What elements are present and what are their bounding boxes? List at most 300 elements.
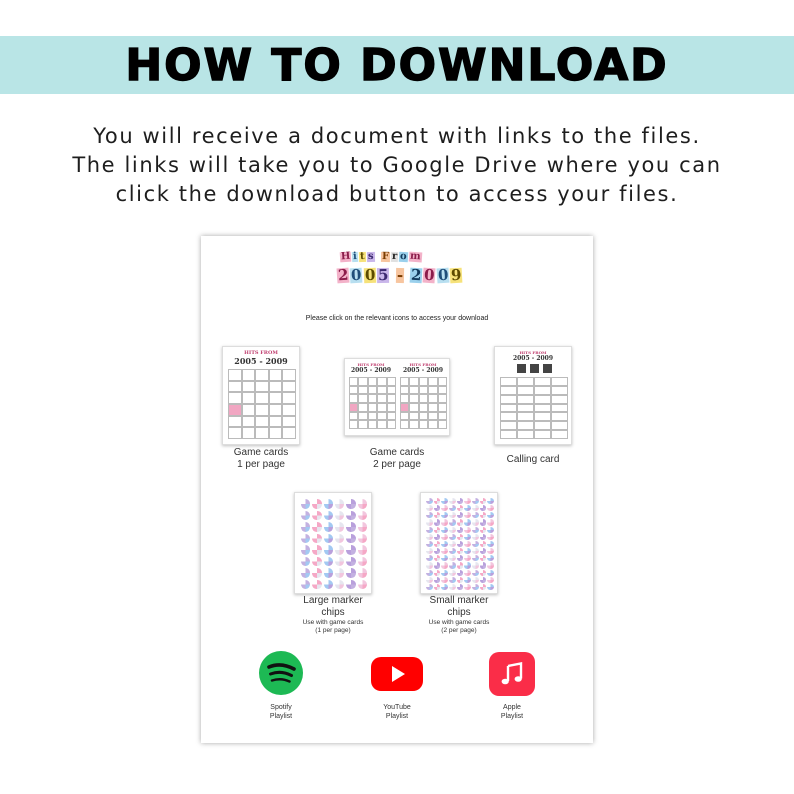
collage-letter: 0	[350, 265, 363, 285]
marker-chip	[335, 545, 344, 555]
grid-cell	[500, 386, 517, 395]
grid-cell	[409, 403, 418, 412]
marker-chip	[472, 519, 479, 525]
marker-chip	[457, 577, 464, 583]
marker-chip	[472, 584, 479, 590]
youtube-icon	[387, 664, 407, 684]
collage-letter: 0	[423, 265, 436, 285]
marker-chip	[449, 577, 456, 583]
marker-chip	[464, 527, 471, 533]
grid-cell	[428, 386, 437, 395]
marker-chip	[464, 505, 471, 511]
grid-cell	[409, 420, 418, 429]
marker-chip	[441, 505, 448, 511]
marker-chip	[464, 519, 471, 525]
marker-chip	[480, 541, 487, 547]
marker-chip	[449, 527, 456, 533]
marker-chip	[335, 499, 344, 509]
grid-cell	[534, 377, 551, 386]
marker-chip	[457, 534, 464, 540]
marker-chip	[441, 570, 448, 576]
grid-cell	[228, 416, 242, 428]
grid-cell	[500, 412, 517, 421]
marker-chip	[464, 534, 471, 540]
game-cards-2-per-page-label: Game cards 2 per page	[369, 447, 425, 470]
download-instructions	[30, 122, 764, 209]
grid-cell	[534, 430, 551, 439]
grid-cell	[282, 404, 296, 416]
grid-cell	[534, 421, 551, 430]
grid-cell	[228, 427, 242, 439]
spotify-playlist-label: Spotify Playlist	[269, 704, 293, 720]
game-cards-2-per-page-link[interactable]: HITS FROM 2005 - 2009 HITS FROM 2005 - 2009	[344, 358, 450, 436]
grid-cell	[428, 403, 437, 412]
collage-letter: H	[340, 250, 351, 263]
apple-music-playlist-link[interactable]	[489, 652, 535, 696]
marker-chip	[457, 570, 464, 576]
marker-chip	[312, 557, 321, 567]
marker-chip	[441, 584, 448, 590]
collage-letter: 0	[437, 265, 449, 285]
grid-cell	[551, 395, 568, 404]
grid-cell	[534, 395, 551, 404]
grid-cell	[269, 369, 283, 381]
marker-chip	[324, 499, 333, 509]
youtube-playlist-link[interactable]	[371, 657, 423, 691]
collage-letter	[391, 268, 395, 283]
grid-cell	[358, 403, 367, 412]
marker-chip	[426, 519, 433, 525]
marker-chip	[472, 541, 479, 547]
marker-chip	[449, 541, 456, 547]
marker-chip	[426, 498, 433, 504]
marker-chip	[457, 505, 464, 511]
grid-cell	[438, 377, 447, 386]
marker-chip	[487, 512, 494, 518]
grid-cell	[428, 377, 437, 386]
grid-cell	[349, 412, 358, 421]
grid-cell	[269, 392, 283, 404]
grid-cell	[534, 412, 551, 421]
marker-chip	[449, 534, 456, 540]
marker-chip	[449, 584, 456, 590]
small-marker-chips-link[interactable]	[420, 492, 498, 594]
marker-chip	[464, 555, 471, 561]
marker-chip	[441, 512, 448, 518]
apple-music-icon	[498, 660, 526, 688]
marker-chip	[324, 534, 333, 544]
grid-cell	[242, 427, 256, 439]
grid-cell	[387, 412, 396, 421]
marker-chip	[480, 555, 487, 561]
grid-cell	[282, 416, 296, 428]
grid-cell	[349, 394, 358, 403]
marker-chip	[434, 570, 441, 576]
marker-chip	[472, 512, 479, 518]
instruction-line: click the download button to access your files.	[115, 182, 679, 206]
grid-cell	[400, 403, 409, 412]
grid-cell	[387, 386, 396, 395]
marker-chip	[449, 555, 456, 561]
marker-chip	[312, 511, 321, 521]
marker-chip	[457, 512, 464, 518]
marker-chip	[464, 584, 471, 590]
marker-chip	[480, 570, 487, 576]
marker-chip	[487, 577, 494, 583]
marker-chip	[472, 555, 479, 561]
marker-chip	[434, 498, 441, 504]
marker-chip	[472, 570, 479, 576]
grid-cell	[282, 369, 296, 381]
grid-cell	[500, 395, 517, 404]
marker-chip	[457, 527, 464, 533]
marker-chip	[434, 527, 441, 533]
apple-music-playlist-label: Apple Playlist	[500, 704, 524, 720]
marker-chip	[449, 570, 456, 576]
marker-chip	[312, 499, 321, 509]
marker-chip	[346, 568, 355, 578]
grid-cell	[377, 377, 386, 386]
marker-chip	[457, 519, 464, 525]
marker-chip	[472, 527, 479, 533]
grid-cell	[368, 403, 377, 412]
grid-cell	[242, 381, 256, 393]
marker-chip	[487, 519, 494, 525]
grid-cell	[387, 403, 396, 412]
marker-chip	[464, 541, 471, 547]
grid-cell	[269, 416, 283, 428]
collage-letter: t	[360, 250, 366, 263]
marker-chip	[457, 555, 464, 561]
grid-cell	[242, 404, 256, 416]
marker-chip	[358, 499, 367, 509]
marker-chip	[449, 512, 456, 518]
youtube-playlist-label: YouTube Playlist	[383, 704, 411, 720]
grid-cell	[400, 377, 409, 386]
grid-cell	[358, 377, 367, 386]
marker-chip	[434, 519, 441, 525]
marker-chip	[480, 534, 487, 540]
marker-chip	[472, 498, 479, 504]
grid-cell	[228, 381, 242, 393]
grid-cell	[349, 403, 358, 412]
grid-cell	[500, 377, 517, 386]
grid-cell	[242, 416, 256, 428]
marker-chip	[335, 580, 344, 590]
marker-chip	[312, 580, 321, 590]
marker-chip	[434, 534, 441, 540]
grid-cell	[387, 420, 396, 429]
calling-card-label: Calling card	[506, 454, 560, 465]
marker-chip	[358, 545, 367, 555]
grid-cell	[282, 427, 296, 439]
grid-cell	[438, 386, 447, 395]
marker-chip	[480, 584, 487, 590]
doc-title-line-1	[340, 252, 422, 262]
marker-chip	[441, 555, 448, 561]
marker-chip	[434, 541, 441, 547]
collage-letter: m	[409, 250, 421, 263]
grid-cell	[255, 427, 269, 439]
marker-chip	[480, 577, 487, 583]
marker-chip	[426, 548, 433, 554]
marker-chip	[358, 568, 367, 578]
marker-chip	[301, 568, 310, 578]
marker-chip	[434, 505, 441, 511]
marker-chip	[480, 548, 487, 554]
marker-chip	[358, 511, 367, 521]
grid-cell	[517, 404, 534, 413]
grid-cell	[419, 403, 428, 412]
grid-cell	[419, 420, 428, 429]
grid-cell	[500, 421, 517, 430]
grid-cell	[419, 412, 428, 421]
marker-chip	[487, 527, 494, 533]
grid-cell	[255, 381, 269, 393]
marker-chip	[358, 522, 367, 532]
marker-chip	[301, 511, 310, 521]
marker-chip	[324, 522, 333, 532]
marker-chip	[301, 580, 310, 590]
marker-chip	[441, 548, 448, 554]
marker-chip	[457, 562, 464, 568]
marker-chip	[464, 577, 471, 583]
marker-chip	[480, 527, 487, 533]
grid-cell	[358, 394, 367, 403]
marker-chip	[434, 584, 441, 590]
grid-cell	[368, 377, 377, 386]
grid-cell	[500, 404, 517, 413]
marker-chip	[426, 541, 433, 547]
grid-cell	[228, 392, 242, 404]
grid-cell	[255, 392, 269, 404]
grid-cell	[368, 394, 377, 403]
grid-cell	[428, 420, 437, 429]
grid-cell	[551, 421, 568, 430]
grid-cell	[551, 386, 568, 395]
marker-chip	[487, 584, 494, 590]
marker-chip	[487, 534, 494, 540]
marker-chip	[426, 555, 433, 561]
grid-cell	[428, 394, 437, 403]
marker-chip	[346, 545, 355, 555]
marker-chip	[441, 534, 448, 540]
collage-letter	[376, 252, 380, 262]
marker-chip	[335, 511, 344, 521]
grid-cell	[517, 386, 534, 395]
grid-cell	[255, 369, 269, 381]
marker-chip	[464, 512, 471, 518]
marker-chip	[426, 505, 433, 511]
collage-letter	[405, 268, 409, 283]
marker-chip	[335, 534, 344, 544]
grid-cell	[377, 403, 386, 412]
marker-chip	[434, 512, 441, 518]
marker-chip	[312, 522, 321, 532]
marker-chip	[335, 557, 344, 567]
marker-chip	[464, 570, 471, 576]
marker-chip	[441, 519, 448, 525]
doc-instruction: Please click on the relevant icons to access your download	[305, 315, 489, 322]
marker-chip	[426, 562, 433, 568]
grid-cell	[500, 430, 517, 439]
marker-chip	[472, 562, 479, 568]
grid-cell	[377, 394, 386, 403]
collage-letter: o	[399, 250, 407, 263]
marker-chip	[335, 568, 344, 578]
marker-chip	[324, 580, 333, 590]
marker-chip	[441, 577, 448, 583]
marker-chip	[441, 562, 448, 568]
collage-letter: 9	[450, 265, 463, 285]
marker-chip	[346, 534, 355, 544]
collage-letter: -	[396, 265, 404, 285]
marker-chip	[487, 548, 494, 554]
marker-chip	[472, 548, 479, 554]
marker-chip	[434, 577, 441, 583]
marker-chip	[301, 557, 310, 567]
marker-chip	[480, 562, 487, 568]
marker-chip	[312, 534, 321, 544]
marker-chip	[472, 534, 479, 540]
marker-chip	[312, 545, 321, 555]
grid-cell	[551, 377, 568, 386]
marker-chip	[441, 541, 448, 547]
marker-chip	[426, 570, 433, 576]
grid-cell	[282, 392, 296, 404]
marker-chip	[487, 505, 494, 511]
marker-chip	[358, 534, 367, 544]
grid-cell	[228, 404, 242, 416]
marker-chip	[464, 548, 471, 554]
marker-chip	[434, 562, 441, 568]
grid-cell	[377, 412, 386, 421]
grid-cell	[551, 404, 568, 413]
grid-cell	[428, 412, 437, 421]
instruction-line: You will receive a document with links to the files.	[93, 124, 701, 148]
marker-chip	[480, 519, 487, 525]
grid-cell	[349, 377, 358, 386]
grid-cell	[358, 420, 367, 429]
grid-cell	[400, 412, 409, 421]
grid-cell	[517, 395, 534, 404]
marker-chip	[487, 498, 494, 504]
grid-cell	[419, 377, 428, 386]
grid-cell	[269, 404, 283, 416]
grid-cell	[517, 377, 534, 386]
grid-cell	[438, 412, 447, 421]
game-cards-1-per-page-label: Game cards 1 per page	[233, 447, 289, 470]
marker-chip	[457, 584, 464, 590]
marker-chip	[434, 548, 441, 554]
grid-cell	[387, 377, 396, 386]
marker-chip	[426, 534, 433, 540]
grid-cell	[534, 386, 551, 395]
calling-card-link[interactable]: HITS FROM 2005 - 2009	[494, 346, 572, 445]
grid-cell	[409, 386, 418, 395]
grid-cell	[368, 386, 377, 395]
grid-cell	[438, 420, 447, 429]
marker-chip	[449, 562, 456, 568]
header-banner	[0, 36, 794, 94]
large-marker-chips-link[interactable]	[294, 492, 372, 594]
game-cards-1-per-page-link[interactable]: HITS FROM 2005 - 2009	[222, 346, 300, 445]
grid-cell	[517, 421, 534, 430]
marker-chip	[457, 548, 464, 554]
download-document-preview	[201, 236, 593, 743]
small-marker-chips-label: Small marker chips Use with game cards (2 per page)	[428, 595, 490, 634]
spotify-icon	[258, 650, 304, 696]
grid-cell	[368, 420, 377, 429]
marker-chip	[324, 557, 333, 567]
marker-chip	[426, 577, 433, 583]
grid-cell	[400, 420, 409, 429]
grid-cell	[228, 369, 242, 381]
marker-chip	[324, 568, 333, 578]
grid-cell	[400, 394, 409, 403]
spotify-playlist-link[interactable]	[258, 650, 304, 696]
marker-chip	[426, 512, 433, 518]
marker-chip	[464, 498, 471, 504]
grid-cell	[242, 369, 256, 381]
marker-chip	[324, 511, 333, 521]
grid-cell	[409, 394, 418, 403]
grid-cell	[409, 377, 418, 386]
collage-letter: 2	[337, 265, 350, 285]
collage-letter: 2	[410, 265, 422, 285]
marker-chip	[346, 522, 355, 532]
marker-chip	[434, 555, 441, 561]
collage-letter: 0	[364, 265, 376, 285]
grid-cell	[269, 381, 283, 393]
marker-chip	[358, 580, 367, 590]
marker-chip	[480, 505, 487, 511]
doc-title-line-2	[337, 265, 464, 285]
marker-chip	[487, 562, 494, 568]
grid-cell	[358, 412, 367, 421]
collage-letter: F	[381, 250, 389, 263]
marker-chip	[346, 580, 355, 590]
grid-cell	[438, 403, 447, 412]
grid-cell	[349, 386, 358, 395]
marker-chip	[346, 511, 355, 521]
collage-letter: r	[391, 250, 398, 263]
marker-chip	[312, 568, 321, 578]
grid-cell	[368, 412, 377, 421]
marker-chip	[487, 555, 494, 561]
marker-chip	[441, 527, 448, 533]
grid-cell	[551, 430, 568, 439]
marker-chip	[324, 545, 333, 555]
collage-letter: s	[367, 250, 374, 263]
grid-cell	[419, 386, 428, 395]
marker-chip	[449, 505, 456, 511]
grid-cell	[400, 386, 409, 395]
grid-cell	[517, 412, 534, 421]
marker-chip	[457, 541, 464, 547]
instruction-line: The links will take you to Google Drive where you can	[72, 153, 722, 177]
marker-chip	[449, 548, 456, 554]
grid-cell	[358, 386, 367, 395]
marker-chip	[464, 562, 471, 568]
marker-chip	[301, 545, 310, 555]
grid-cell	[349, 420, 358, 429]
grid-cell	[551, 412, 568, 421]
grid-cell	[387, 394, 396, 403]
collage-letter: i	[353, 250, 358, 263]
marker-chip	[480, 498, 487, 504]
marker-chip	[346, 499, 355, 509]
